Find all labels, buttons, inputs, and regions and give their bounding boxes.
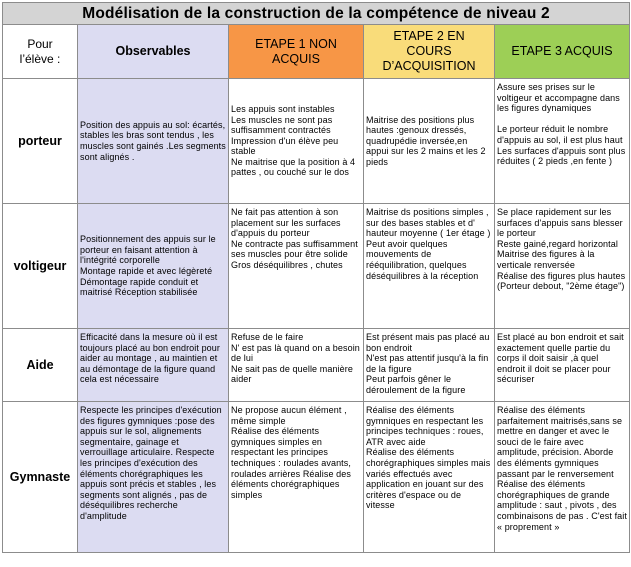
observables-cell: Efficacité dans la mesure où il est toujours placé au bon endroit pour aider au montage , au maintien et au démontage de la figure quand cela est nécessaire xyxy=(78,329,229,402)
etape3-cell: Assure ses prises sur le voltigeur et accompagne dans les figures dynamiques Le porteur réduit le nombre d'appuis au sol, il est plus haut Les surfaces d'appuis sont plus réduites ( 2 pieds ,en fente ) xyxy=(495,79,630,204)
role-label: voltigeur xyxy=(3,204,78,329)
etape1-cell: Les appuis sont instables Les muscles ne sont pas suffisamment contractés Impression d'un élève peu stable Ne maitrise que la position à 4 pattes , ou couché sur le dos xyxy=(229,79,364,204)
role-label: porteur xyxy=(3,79,78,204)
role-label: Aide xyxy=(3,329,78,402)
observables-cell: Respecte les principes d'exécution des figures gymniques :pose des appuis sur le sol, alignements segmentaire, gainage et verrouillage articulaire. Respecte les principes d'exécution des éléments chorégraphiques les appuis sont précis et stables , les segments sont alignés , pas de déséquilibres recherche d'amplitude xyxy=(78,402,229,553)
row-porteur xyxy=(3,79,630,204)
etape3-cell: Est placé au bon endroit et sait exactement quelle partie du corps il doit saisir ,à quel endroit il doit se placer pour sécuriser xyxy=(495,329,630,402)
header-eleve: Pour l’élève : xyxy=(3,25,78,79)
header-observables: Observables xyxy=(78,25,229,79)
competence-table xyxy=(2,2,630,553)
etape2-cell: Maitrise ds positions simples , sur des bases stables et d' hauteur moyenne ( 1er étage ) Peut avoir quelques mouvements de rééquilibration, quelques déséquilibres à la réception xyxy=(364,204,495,329)
title-cell xyxy=(3,3,630,25)
role-label: Gymnaste xyxy=(3,402,78,553)
row-aide xyxy=(3,329,630,402)
etape2-cell: Réalise des éléments gymniques en respectant les principes techniques : roues, ATR avec aide Réalise des éléments chorégraphiques simples mais variés effectués avec application en jouant sur des critères d'espace ou de vitesse xyxy=(364,402,495,553)
header-etape1: ETAPE 1 NON ACQUIS xyxy=(229,25,364,79)
observables-cell: Position des appuis au sol: écartés, stables les bras sont tendus , les muscles sont gainés .Les segments sont alignés . xyxy=(78,79,229,204)
header-etape2: ETAPE 2 EN COURS D’ACQUISITION xyxy=(364,25,495,79)
page-title: Modélisation de la construction de la compétence de niveau 2 xyxy=(82,4,550,22)
etape1-cell: Ne fait pas attention à son placement sur les surfaces d'appuis du porteur Ne contracte pas suffisamment ses muscles pour être solide Gros déséquilibres , chutes xyxy=(229,204,364,329)
row-voltigeur xyxy=(3,204,630,329)
header-etape3: ETAPE 3 ACQUIS xyxy=(495,25,630,79)
etape1-cell: Ne propose aucun élément , même simple Réalise des éléments gymniques simples en respectant les principes techniques : roulades avants, roulades arrières Réalise des éléments chorégraphiques simples xyxy=(229,402,364,553)
etape2-cell: Est présent mais pas placé au bon endroit N'est pas attentif jusqu'à la fin de la figure Peut parfois gêner le déroulement de la figure xyxy=(364,329,495,402)
etape3-cell: Se place rapidement sur les surfaces d'appuis sans blesser le porteur Reste gainé,regard horizontal Maitrise des figures à la verticale renversée Réalise des figures plus hautes (Porteur debout, "2ème étage") xyxy=(495,204,630,329)
etape2-cell: Maitrise des positions plus hautes :genoux dressés, quadrupédie inversée,en appui sur les 2 mains et les 2 pieds xyxy=(364,79,495,204)
etape1-cell: Refuse de le faire N' est pas là quand on a besoin de lui Ne sait pas de quelle manière aider xyxy=(229,329,364,402)
row-gymnaste xyxy=(3,402,630,553)
observables-cell: Positionnement des appuis sur le porteur en faisant attention à l'intégrité corporelle Montage rapide et avec légèreté Démontage rapide conduit et maitrisé Réception stabilisée xyxy=(78,204,229,329)
etape3-cell: Réalise des éléments parfaitement maitrisés,sans se mettre en danger et avec le souci de le faire avec amplitude, précision. Aborde des éléments gymniques passant par le renversement Réalise des éléments chorégraphiques de grande amplitude : saut , pivots , des combinaisons de pas . C'est fait « proprement » xyxy=(495,402,630,553)
